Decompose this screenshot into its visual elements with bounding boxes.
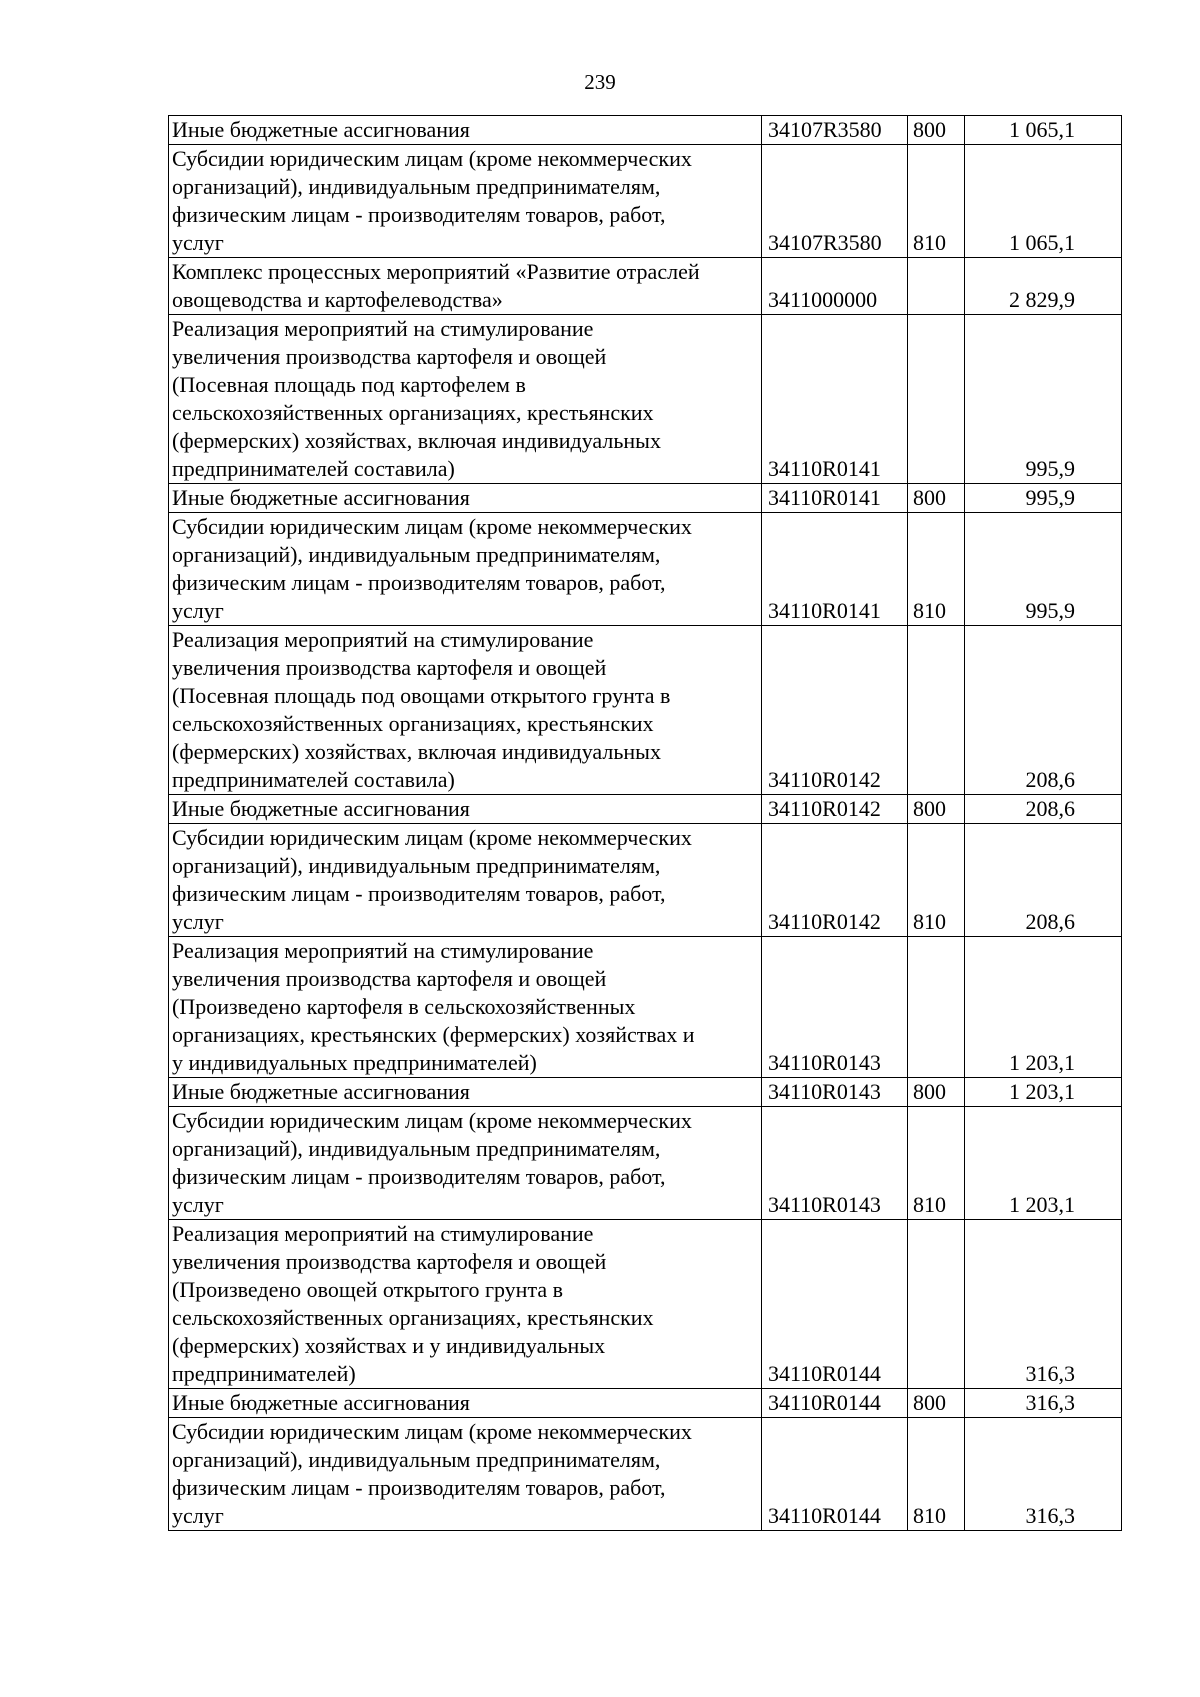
row-amount-cell: 316,3	[965, 1389, 1122, 1418]
row-amount-cell: 208,6	[965, 795, 1122, 824]
row-code-cell: 34107R3580	[762, 116, 908, 145]
table-body	[169, 116, 1122, 1531]
row-expense-type-cell	[908, 937, 965, 1078]
row-name-cell: Реализация мероприятий на стимулирование увеличения производства картофеля и овощей (Произведено картофеля в сельскохозяйственных организациях, крестьянских (фермерских) хозяйствах и у индивидуальных предпринимателей)	[169, 937, 762, 1078]
row-expense-type-cell: 800	[908, 484, 965, 513]
row-name-cell: Реализация мероприятий на стимулирование увеличения производства картофеля и овощей (Посевная площадь под картофелем в сельскохозяйственных организациях, крестьянских (фермерских) хозяйствах, включая индивидуальных предпринимателей составила)	[169, 315, 762, 484]
row-code-cell: 34110R0143	[762, 937, 908, 1078]
table-row	[169, 513, 1122, 626]
row-expense-type-cell: 800	[908, 1389, 965, 1418]
row-amount-cell: 1 203,1	[965, 1078, 1122, 1107]
row-code-cell: 34107R3580	[762, 145, 908, 258]
row-expense-type-cell: 810	[908, 513, 965, 626]
table-row	[169, 1389, 1122, 1418]
row-code-cell: 34110R0143	[762, 1078, 908, 1107]
row-name-cell: Иные бюджетные ассигнования	[169, 795, 762, 824]
row-name-cell: Иные бюджетные ассигнования	[169, 1078, 762, 1107]
row-amount-cell: 995,9	[965, 484, 1122, 513]
row-name-cell: Субсидии юридическим лицам (кроме некоммерческих организаций), индивидуальным предпринимателям, физическим лицам - производителям товаров, работ, услуг	[169, 1107, 762, 1220]
table-row	[169, 258, 1122, 315]
table-row	[169, 937, 1122, 1078]
row-expense-type-cell: 800	[908, 1078, 965, 1107]
row-name-cell: Иные бюджетные ассигнования	[169, 1389, 762, 1418]
row-expense-type-cell	[908, 315, 965, 484]
row-code-cell: 34110R0141	[762, 484, 908, 513]
page-number: 239	[584, 70, 616, 94]
row-name-cell: Иные бюджетные ассигнования	[169, 116, 762, 145]
table-row	[169, 116, 1122, 145]
table-row	[169, 1078, 1122, 1107]
row-expense-type-cell: 800	[908, 116, 965, 145]
row-amount-cell: 316,3	[965, 1220, 1122, 1389]
row-amount-cell: 208,6	[965, 626, 1122, 795]
row-code-cell: 34110R0142	[762, 795, 908, 824]
row-code-cell: 34110R0144	[762, 1389, 908, 1418]
table-row	[169, 145, 1122, 258]
row-code-cell: 34110R0142	[762, 626, 908, 795]
row-name-cell: Субсидии юридическим лицам (кроме некоммерческих организаций), индивидуальным предпринимателям, физическим лицам - производителям товаров, работ, услуг	[169, 824, 762, 937]
row-code-cell: 34110R0142	[762, 824, 908, 937]
row-amount-cell: 1 203,1	[965, 937, 1122, 1078]
row-amount-cell: 1 065,1	[965, 116, 1122, 145]
table-row	[169, 315, 1122, 484]
row-expense-type-cell: 800	[908, 795, 965, 824]
row-name-cell: Субсидии юридическим лицам (кроме некоммерческих организаций), индивидуальным предпринимателям, физическим лицам - производителям товаров, работ, услуг	[169, 145, 762, 258]
table-row	[169, 795, 1122, 824]
row-expense-type-cell: 810	[908, 824, 965, 937]
row-code-cell: 34110R0143	[762, 1107, 908, 1220]
table-row	[169, 484, 1122, 513]
table-row	[169, 626, 1122, 795]
row-code-cell: 34110R0144	[762, 1220, 908, 1389]
row-expense-type-cell	[908, 626, 965, 795]
row-name-cell: Иные бюджетные ассигнования	[169, 484, 762, 513]
row-amount-cell: 2 829,9	[965, 258, 1122, 315]
row-amount-cell: 208,6	[965, 824, 1122, 937]
row-expense-type-cell	[908, 1220, 965, 1389]
table-row	[169, 1107, 1122, 1220]
row-amount-cell: 316,3	[965, 1418, 1122, 1531]
table-row	[169, 1220, 1122, 1389]
row-code-cell: 34110R0141	[762, 315, 908, 484]
row-code-cell: 34110R0144	[762, 1418, 908, 1531]
row-amount-cell: 1 065,1	[965, 145, 1122, 258]
row-amount-cell: 995,9	[965, 315, 1122, 484]
row-expense-type-cell: 810	[908, 1107, 965, 1220]
row-name-cell: Реализация мероприятий на стимулирование увеличения производства картофеля и овощей (Посевная площадь под овощами открытого грунта в сельскохозяйственных организациях, крестьянских (фермерских) хозяйствах, включая индивидуальных предпринимателей составила)	[169, 626, 762, 795]
table-row	[169, 824, 1122, 937]
row-name-cell: Субсидии юридическим лицам (кроме некоммерческих организаций), индивидуальным предпринимателям, физическим лицам - производителям товаров, работ, услуг	[169, 1418, 762, 1531]
budget-table	[168, 115, 1122, 1531]
row-name-cell: Реализация мероприятий на стимулирование увеличения производства картофеля и овощей (Произведено овощей открытого грунта в сельскохозяйственных организациях, крестьянских (фермерских) хозяйствах и у индивидуальных предпринимателей)	[169, 1220, 762, 1389]
row-code-cell: 34110R0141	[762, 513, 908, 626]
row-expense-type-cell	[908, 258, 965, 315]
row-code-cell: 3411000000	[762, 258, 908, 315]
row-name-cell: Субсидии юридическим лицам (кроме некоммерческих организаций), индивидуальным предпринимателям, физическим лицам - производителям товаров, работ, услуг	[169, 513, 762, 626]
row-expense-type-cell: 810	[908, 145, 965, 258]
table-row	[169, 1418, 1122, 1531]
row-name-cell: Комплекс процессных мероприятий «Развитие отраслей овощеводства и картофелеводства»	[169, 258, 762, 315]
row-expense-type-cell: 810	[908, 1418, 965, 1531]
row-amount-cell: 995,9	[965, 513, 1122, 626]
row-amount-cell: 1 203,1	[965, 1107, 1122, 1220]
